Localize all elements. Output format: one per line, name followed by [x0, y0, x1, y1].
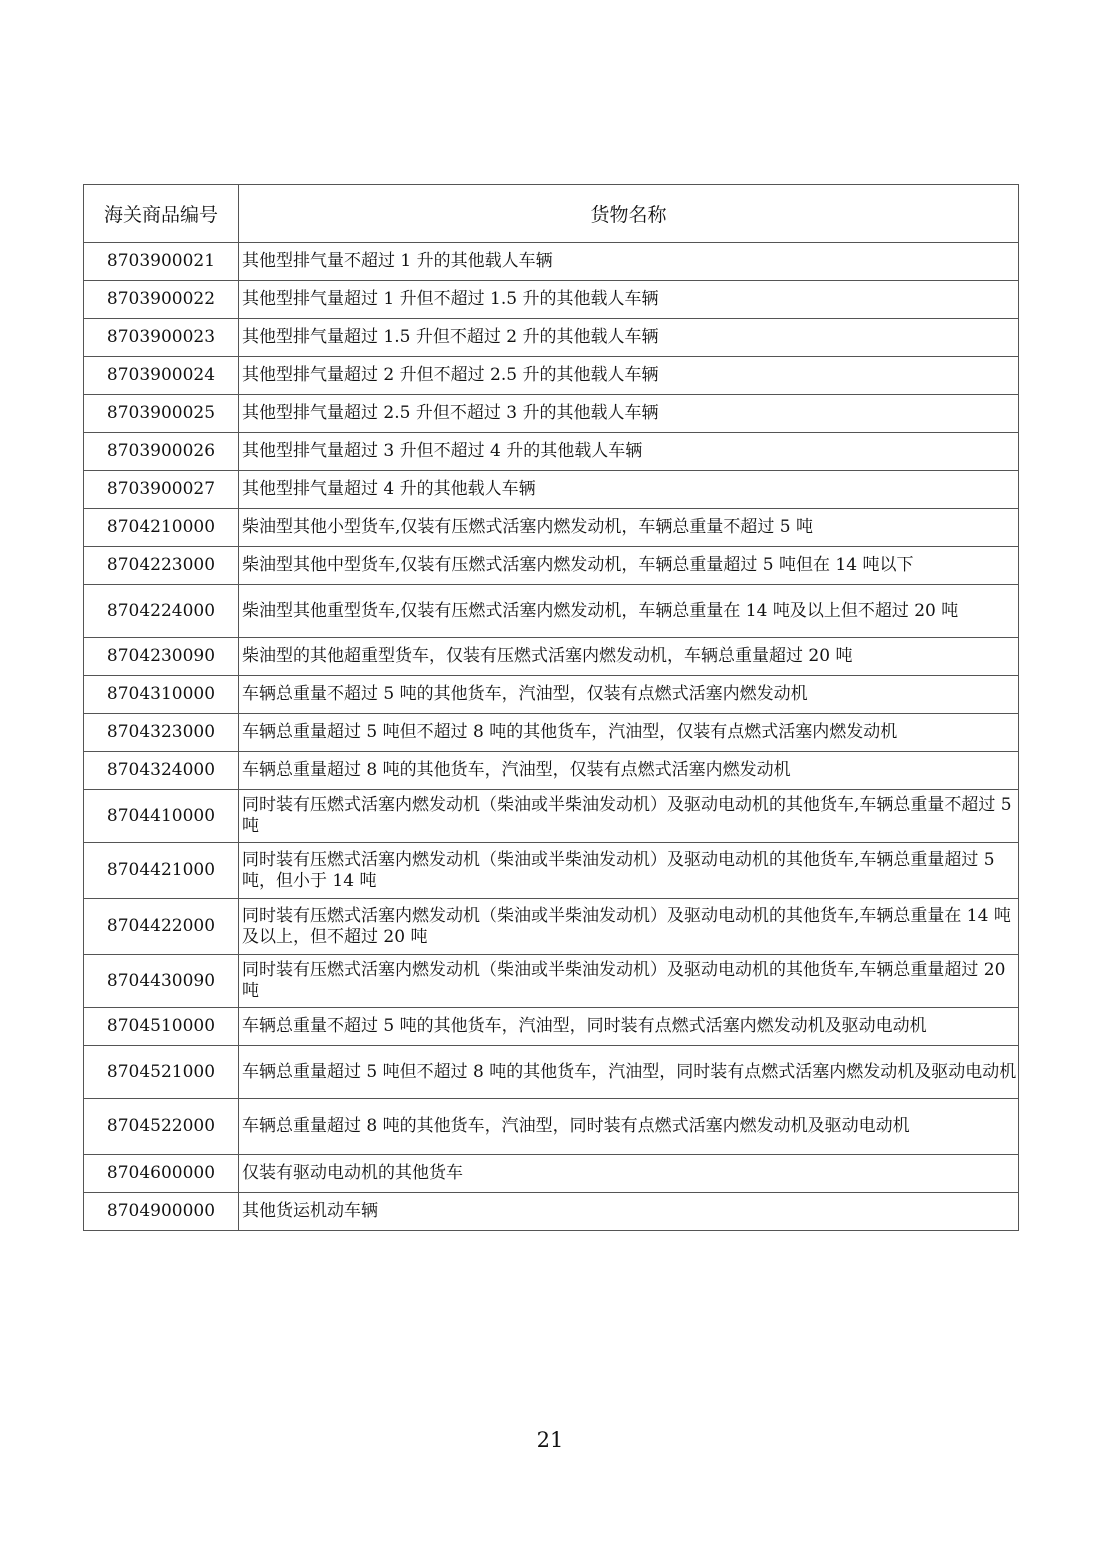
customs-code: 8704224000 [84, 585, 239, 638]
customs-code: 8703900022 [84, 281, 239, 319]
page-number: 21 [536, 1428, 564, 1452]
goods-name: 仅装有驱动电动机的其他货车 [239, 1155, 1019, 1193]
goods-name: 同时装有压燃式活塞内燃发动机（柴油或半柴油发动机）及驱动电动机的其他货车,车辆总重量超过 5 吨，但小于 14 吨 [239, 843, 1019, 899]
customs-code: 8703900023 [84, 319, 239, 357]
goods-name: 同时装有压燃式活塞内燃发动机（柴油或半柴油发动机）及驱动电动机的其他货车,车辆总重量在 14 吨及以上，但不超过 20 吨 [239, 899, 1019, 955]
table-row [84, 1193, 1019, 1231]
table-row [84, 955, 1019, 1008]
header-goods-name: 货物名称 [239, 185, 1019, 243]
goods-name: 车辆总重量不超过 5 吨的其他货车，汽油型，同时装有点燃式活塞内燃发动机及驱动电动机 [239, 1008, 1019, 1046]
table-row [84, 243, 1019, 281]
table-row [84, 509, 1019, 547]
customs-code: 8704324000 [84, 752, 239, 790]
table-row [84, 843, 1019, 899]
table-row [84, 1046, 1019, 1099]
goods-name: 其他型排气量超过 4 升的其他载人车辆 [239, 471, 1019, 509]
customs-code: 8703900026 [84, 433, 239, 471]
customs-code: 8704521000 [84, 1046, 239, 1099]
goods-name: 柴油型其他重型货车,仅装有压燃式活塞内燃发动机，车辆总重量在 14 吨及以上但不超过 20 吨 [239, 585, 1019, 638]
table-row [84, 357, 1019, 395]
goods-name: 其他型排气量超过 2.5 升但不超过 3 升的其他载人车辆 [239, 395, 1019, 433]
table-row [84, 790, 1019, 843]
goods-name: 其他型排气量不超过 1 升的其他载人车辆 [239, 243, 1019, 281]
table-row [84, 899, 1019, 955]
goods-name: 柴油型的其他超重型货车，仅装有压燃式活塞内燃发动机，车辆总重量超过 20 吨 [239, 638, 1019, 676]
customs-code: 8703900025 [84, 395, 239, 433]
table-row [84, 471, 1019, 509]
table-row [84, 714, 1019, 752]
customs-code: 8704223000 [84, 547, 239, 585]
customs-code: 8704600000 [84, 1155, 239, 1193]
table-row [84, 676, 1019, 714]
customs-code: 8704422000 [84, 899, 239, 955]
goods-name: 其他型排气量超过 1.5 升但不超过 2 升的其他载人车辆 [239, 319, 1019, 357]
table-row [84, 395, 1019, 433]
table-row [84, 319, 1019, 357]
customs-code: 8704421000 [84, 843, 239, 899]
goods-name: 其他型排气量超过 1 升但不超过 1.5 升的其他载人车辆 [239, 281, 1019, 319]
table-row [84, 1099, 1019, 1155]
customs-code: 8704430090 [84, 955, 239, 1008]
table-row [84, 547, 1019, 585]
customs-code: 8704323000 [84, 714, 239, 752]
goods-name: 车辆总重量超过 8 吨的其他货车，汽油型，同时装有点燃式活塞内燃发动机及驱动电动机 [239, 1099, 1019, 1155]
customs-code: 8703900021 [84, 243, 239, 281]
table-row [84, 1008, 1019, 1046]
customs-code: 8704900000 [84, 1193, 239, 1231]
goods-name: 车辆总重量超过 5 吨但不超过 8 吨的其他货车，汽油型，仅装有点燃式活塞内燃发动机 [239, 714, 1019, 752]
table-row [84, 585, 1019, 638]
goods-name: 车辆总重量超过 8 吨的其他货车，汽油型，仅装有点燃式活塞内燃发动机 [239, 752, 1019, 790]
customs-code: 8704230090 [84, 638, 239, 676]
customs-code: 8704522000 [84, 1099, 239, 1155]
customs-code: 8703900024 [84, 357, 239, 395]
table-row [84, 281, 1019, 319]
goods-name: 车辆总重量超过 5 吨但不超过 8 吨的其他货车，汽油型，同时装有点燃式活塞内燃发动机及驱动电动机 [239, 1046, 1019, 1099]
table-row [84, 638, 1019, 676]
table-row [84, 752, 1019, 790]
header-customs-code: 海关商品编号 [84, 185, 239, 243]
customs-code: 8704310000 [84, 676, 239, 714]
goods-name: 柴油型其他小型货车,仅装有压燃式活塞内燃发动机，车辆总重量不超过 5 吨 [239, 509, 1019, 547]
goods-name: 其他型排气量超过 3 升但不超过 4 升的其他载人车辆 [239, 433, 1019, 471]
customs-code: 8704210000 [84, 509, 239, 547]
customs-code: 8703900027 [84, 471, 239, 509]
table-row [84, 1155, 1019, 1193]
goods-name: 其他型排气量超过 2 升但不超过 2.5 升的其他载人车辆 [239, 357, 1019, 395]
goods-name: 车辆总重量不超过 5 吨的其他货车，汽油型，仅装有点燃式活塞内燃发动机 [239, 676, 1019, 714]
customs-code: 8704410000 [84, 790, 239, 843]
goods-name: 同时装有压燃式活塞内燃发动机（柴油或半柴油发动机）及驱动电动机的其他货车,车辆总重量超过 20 吨 [239, 955, 1019, 1008]
goods-name: 柴油型其他中型货车,仅装有压燃式活塞内燃发动机，车辆总重量超过 5 吨但在 14 吨以下 [239, 547, 1019, 585]
goods-name: 同时装有压燃式活塞内燃发动机（柴油或半柴油发动机）及驱动电动机的其他货车,车辆总重量不超过 5 吨 [239, 790, 1019, 843]
customs-code: 8704510000 [84, 1008, 239, 1046]
goods-table [83, 184, 1019, 1231]
table-row [84, 433, 1019, 471]
goods-name: 其他货运机动车辆 [239, 1193, 1019, 1231]
table-header-row [84, 185, 1019, 243]
